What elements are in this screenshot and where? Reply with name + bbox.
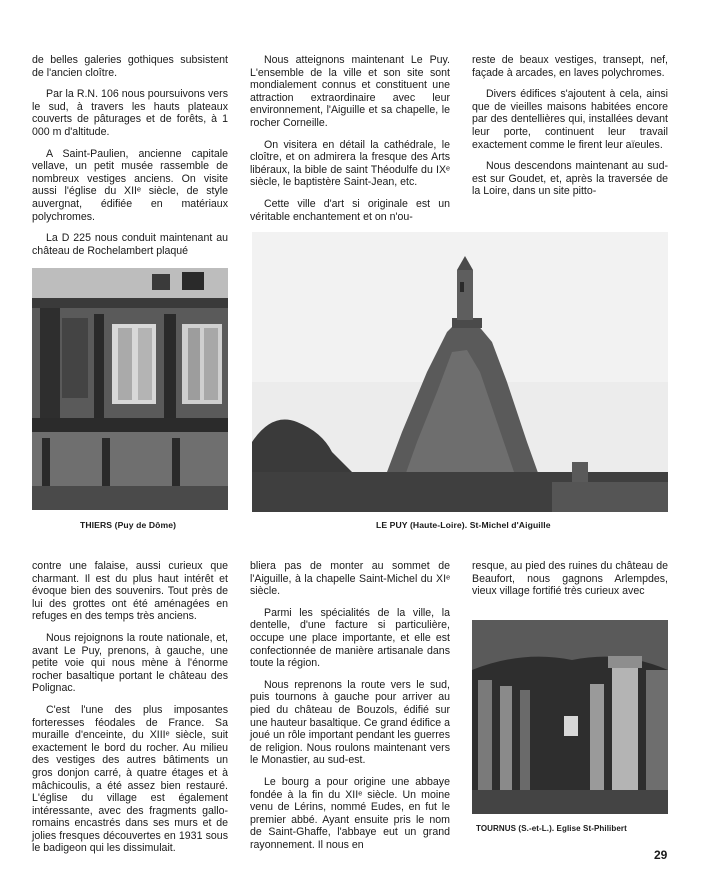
text-column-top-2 bbox=[250, 54, 450, 232]
paragraph: La D 225 nous conduit maintenant au château de Rochelambert plaqué bbox=[32, 232, 228, 257]
paragraph: Divers édifices s'ajoutent à cela, ainsi que de vieilles maisons habitées encore par des dentellières qui, installées devant leur porte, continuent leur travail exactement comme le firent leur aïeules. bbox=[472, 88, 668, 151]
caption-thiers: THIERS (Puy de Dôme) bbox=[80, 520, 177, 530]
paragraph: Nous atteignons maintenant Le Puy. L'ensemble de la ville et son site sont mondialement connus et constituent une attraction extraordinaire avec leur environnement, l'Aiguille et sa chapelle, le rocher Corneille. bbox=[250, 54, 450, 129]
page-number: 29 bbox=[654, 848, 668, 862]
text-column-bottom-1 bbox=[32, 560, 228, 864]
paragraph: contre une falaise, aussi curieux que charmant. Il est du plus haut intérêt et évoque bien des souvenirs. Tout près de lui des grottes ont été aménagées en refuges en des temps très anciens. bbox=[32, 560, 228, 623]
caption-le-puy: LE PUY (Haute-Loire). St-Michel d'Aiguille bbox=[376, 520, 551, 530]
text-column-bottom-3 bbox=[472, 560, 668, 607]
paragraph: resque, au pied des ruines du château de Beaufort, nous gagnons Arlempdes, vieux village fortifié très curieux avec bbox=[472, 560, 668, 598]
paragraph: Nous descendons maintenant au sud-est sur Goudet, et, après la traversée de la Loire, dans un site pitto- bbox=[472, 160, 668, 198]
text-column-top-3 bbox=[472, 54, 668, 207]
paragraph: C'est l'une des plus imposantes forteresses féodales de France. Sa muraille d'enceinte, du XIIIᵉ siècle, suit exactement le bord du rocher. Au milieu des vestiges des autres bâtiments un gros donjon carré, à quatre étages et à mâchicoulis, a été assez bien restauré. L'église du village est également intéressante, avec des fragments gallo-romains encastrés dans ses murs et de jolies fresques découvertes en 1931 sous le badigeon qui les dissimulait. bbox=[32, 703, 228, 855]
paragraph: Nous reprenons la route vers le sud, puis tournons à gauche pour arriver au pied du château de Bouzols, édifié sur une hauteur basaltique. Ce grand édifice a joué un rôle important pendant les guerres de religion. Nous roulons maintenant vers le Monastier, au sud-est. bbox=[250, 678, 450, 767]
caption-tournus: TOURNUS (S.-et-L.). Eglise St-Philibert bbox=[476, 824, 627, 833]
paragraph: Par la R.N. 106 nous poursuivons vers le sud, à travers les hauts plateaux couverts de pâturages et de forêts, à 1 000 m d'altitude. bbox=[32, 88, 228, 138]
photo-tournus bbox=[472, 620, 668, 814]
text-column-bottom-2 bbox=[250, 560, 450, 860]
paragraph: On visitera en détail la cathédrale, le cloître, et on admirera la fresque des Arts libéraux, la bible de saint Théodulfe du IXᵉ siècle, le baptistère Saint-Jean, etc. bbox=[250, 138, 450, 189]
paragraph: reste de beaux vestiges, transept, nef, façade à arcades, en laves polychromes. bbox=[472, 54, 668, 79]
paragraph: Cette ville d'art si originale est un véritable enchantement et on n'ou- bbox=[250, 197, 450, 223]
paragraph: Nous rejoignons la route nationale, et, avant Le Puy, prenons, à gauche, une petite voie qui nous mène à l'énorme rocher basaltique portant le château des Polignac. bbox=[32, 631, 228, 695]
paragraph: Parmi les spécialités de la ville, la dentelle, d'une facture si particulière, occupe une place importante, et elle est confectionnée de manière artisanale dans toute la région. bbox=[250, 606, 450, 670]
paragraph: A Saint-Paulien, ancienne capitale vellave, un petit musée rassemble de nombreux vestiges anciens. On visite aussi l'église du XIIᵉ siècle, de style auvergnat, édifiée en matériaux polychromes. bbox=[32, 147, 228, 223]
paragraph: de belles galeries gothiques subsistent de l'ancien cloître. bbox=[32, 54, 228, 79]
photo-thiers bbox=[32, 268, 228, 510]
photo-le-puy bbox=[252, 232, 668, 512]
text-column-top-1 bbox=[32, 54, 228, 266]
paragraph: bliera pas de monter au sommet de l'Aiguille, à la chapelle Saint-Michel du XIᵉ siècle. bbox=[250, 560, 450, 598]
paragraph: Le bourg a pour origine une abbaye fondée à la fin du XIIᵉ siècle. Un moine venu de Lérins, nommé Eudes, en fut le premier abbé. Ayant ensuite pris le nom de Saint-Ghaffe, l'abbaye eut un grand rayonnement. Il nous en bbox=[250, 775, 450, 851]
